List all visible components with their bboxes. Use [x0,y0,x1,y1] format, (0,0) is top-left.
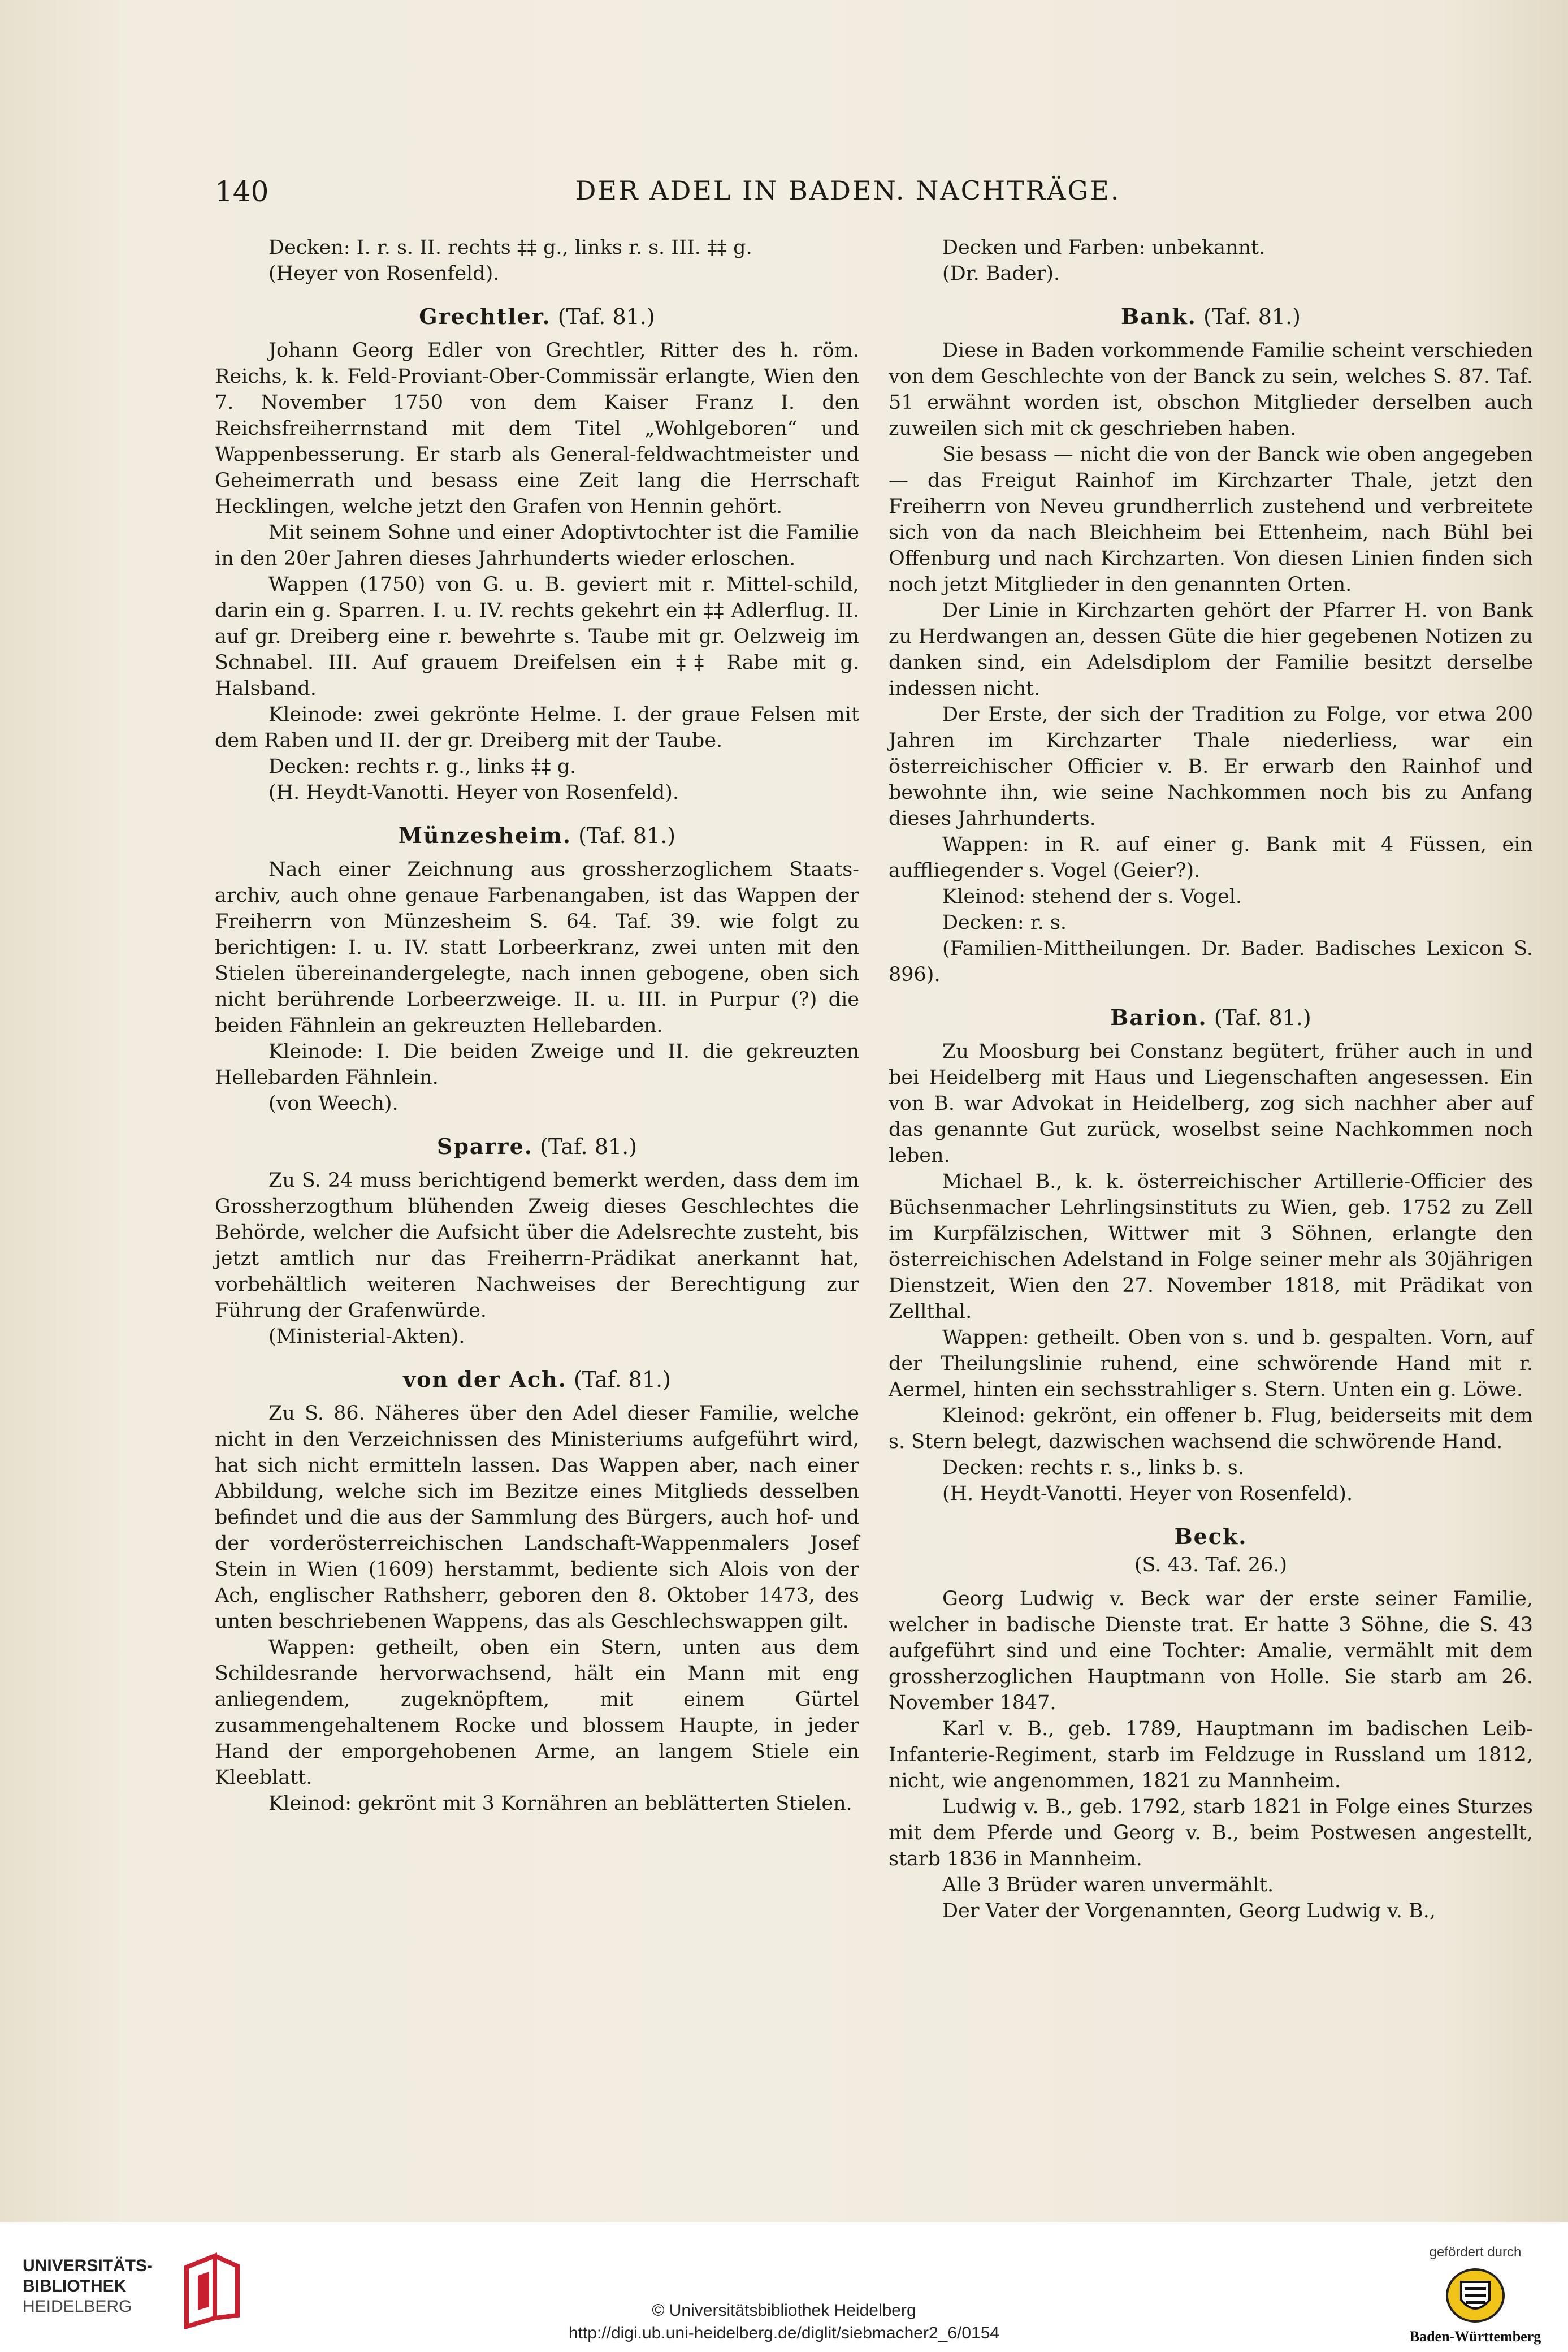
paragraph: Decken und Farben: unbekannt. [942,236,1266,259]
entry-heading-sparre [215,1134,859,1160]
paragraph: Johann Georg Edler von Grechtler, Ritter des h. röm. Reichs, k. k. Feld-Proviant-Ober-Commissär erlangte, Wien den 7. November 1750 von dem Kaiser Franz I. den Reichsfreiherrnstand mit dem Titel „Wohlgeboren“ und Wappenbesserung. Er starb als General-feldwachtmeister und Geheimerrath und besass eine Zeit lang die Herrschaft Hecklingen, welche jetzt den Grafen von Hennin gehört. [215,339,859,518]
source-note: (Dr. Bader). [942,262,1060,285]
entry-name: Münzesheim. [398,823,572,848]
paragraph: Kleinod: gekrönt, ein offener b. Flug, beiderseits mit dem s. Stern belegt, dazwischen wachsend die schwörende Hand. [889,1404,1533,1453]
paragraph: Kleinode: I. Die beiden Zweige und II. die gekreuzten Hellebarden Fähnlein. [215,1040,859,1089]
paragraph: Diese in Baden vorkommende Familie scheint verschieden von dem Geschlechte von der Banck zu sein, welches S. 87. Taf. 51 erwähnt worden ist, obschon Mitglieder derselben auch zuweilen sich mit ck geschrieben haben. [889,339,1533,440]
plate-reference: (Taf. 81.) [578,823,676,848]
paragraph: Der Erste, der sich der Tradition zu Folge, vor etwa 200 Jahren im Kirchzarter Thale niederliess, war ein österreichischer Officier v. B. Er erwarb den Rainhof und bewohnte ihn, wie seine Nachkommen noch bis zu Anfang dieses Jahrhunderts. [889,703,1533,830]
paragraph: Zu Moosburg bei Constanz begütert, früher auch in und bei Heidelberg mit Haus und Liegenschaften angesessen. Ein von B. war Advokat in Heidelberg, zog sich nachher aber auf das genannte Gut zurück, woselbst seine Nachkommen noch leben. [889,1040,1533,1167]
paragraph: Kleinod: gekrönt mit 3 Kornähren an beblätterten Stielen. [268,1792,852,1815]
paragraph: Wappen: getheilt, oben ein Stern, unten aus dem Schildesrande hervorwachsend, hält ein Mann mit eng anliegendem, zugeknöpftem, mit einem Gürtel zusammengehaltenem Rocke und blossem Haupte, in jeder Hand der emporgehobenen Arme, an langem Stiele ein Kleeblatt. [215,1636,859,1789]
plate-reference: (Taf. 81.) [573,1367,671,1392]
paragraph: Decken: I. r. s. II. rechts ‡‡ g., links r. s. III. ‡‡ g. [268,236,752,259]
plate-reference: (Taf. 81.) [1214,1005,1311,1030]
library-name-line: BIBLIOTHEK [23,2277,127,2295]
sponsor-name: Baden-Württemberg [1409,2328,1541,2345]
paragraph: Zu S. 86. Näheres über den Adel dieser Familie, welche nicht in den Verzeichnissen des Ministeriums aufgeführt wird, hat sich nicht ermitteln lassen. Das Wappen aber, nach einer Abbildung, welche sich im Bezitze eines Mitglieds desselben befindet und die aus der Sammlung des Bürgers, auch hof- und der vorderösterreichischen Landschaft-Wappenmalers Josef Stein in Wien (1609) herstammt, bediente sich Alois von der Ach, englischer Rathsherr, geboren den 8. Oktober 1473, des unten beschriebenen Wappens, das als Geschlechswappen gilt. [215,1402,859,1633]
paragraph: Kleinode: zwei gekrönte Helme. I. der graue Felsen mit dem Raben und II. der gr. Dreiberg mit der Taube. [215,703,859,752]
source-note: (H. Heydt-Vanotti. Heyer von Rosenfeld). [268,781,679,804]
plate-reference: (Taf. 81.) [557,304,655,329]
paragraph: Karl v. B., geb. 1789, Hauptmann im badischen Leib-Infanterie-Regiment, starb im Feldzuge in Russland um 1812, nicht, wie angenommen, 1821 zu Mannheim. [889,1718,1533,1792]
library-name-line: UNIVERSITÄTS- [23,2256,153,2275]
source-note: (Familien-Mittheilungen. Dr. Bader. Badisches Lexicon S. 896). [889,937,1533,986]
paragraph: Wappen (1750) von G. u. B. geviert mit r. Mittel-schild, darin ein g. Sparren. I. u. IV. rechts gekehrt ein ‡‡ Adlerflug. II. auf gr. Dreiberg eine r. bewehrte s. Taube mit gr. Oelzweig im Schnabel. III. Auf grauem Dreifelsen ein ‡‡ Rabe mit g. Halsband. [215,573,859,700]
paragraph: Decken: rechts r. g., links ‡‡ g. [268,755,577,778]
paragraph: Decken: rechts r. s., links b. s. [942,1456,1244,1479]
entry-name: Grechtler. [419,304,551,329]
source-note: (Heyer von Rosenfeld). [268,262,500,285]
paragraph: Zu S. 24 muss berichtigend bemerkt werden, dass dem im Grossherzogthum blühenden Zweig dieses Geschlechtes die Behörde, welcher die Aufsicht über die Adelsrechte zusteht, bis jetzt amtlich nur das Freiherrn-Prädikat anerkannt hat, vorbehältlich weiteren Nachweises der Berechtigung zur Führung der Grafenwürde. [215,1169,859,1322]
entry-name: Bank. [1120,304,1197,329]
plate-reference: (Taf. 81.) [1203,304,1301,329]
paragraph: Wappen: getheilt. Oben von s. und b. gespalten. Vorn, auf der Theilungslinie ruhend, eine schwörende Hand mit r. Aermel, hinten ein sechsstrahliger s. Stern. Unten ein g. Löwe. [889,1326,1533,1401]
entry-name: Barion. [1110,1005,1207,1030]
entry-heading-bank [889,304,1533,330]
running-head [215,175,1481,220]
left-column [215,235,859,1817]
source-url-link[interactable]: http://digi.ub.uni-heidelberg.de/diglit/siebmacher2_6/0154 [568,2324,1000,2342]
sponsor-block[interactable] [1396,2245,1554,2346]
right-column [889,235,1533,1924]
copyright-notice: © Universitätsbibliothek Heidelberg [652,2301,916,2320]
paragraph: Mit seinem Sohne und einer Adoptivtochter ist die Familie in den 20er Jahren dieses Jahrhunderts wieder erloschen. [215,521,859,570]
paragraph: Sie besass — nicht die von der Banck wie oben angegeben — das Freigut Rainhof im Kirchzarter Thale, jetzt den Freiherrn von Neveu grundherrlich zustehend und verbreitete sich von da nach Bleichheim bei Ettenheim, nach Bühl bei Offenburg und nach Kirchzarten. Von diesen Linien finden sich noch jetzt Mitglieder in den genannten Orten. [889,443,1533,596]
entry-name: von der Ach. [403,1367,567,1392]
entry-heading-barion [889,1005,1533,1031]
source-note: (H. Heydt-Vanotti. Heyer von Rosenfeld). [942,1482,1353,1505]
source-note: (von Weech). [268,1092,399,1115]
paragraph: Decken: r. s. [942,911,1067,934]
paragraph: Kleinod: stehend der s. Vogel. [942,885,1242,908]
plate-reference: (Taf. 81.) [540,1134,638,1159]
entry-heading-muenzesheim [215,823,859,849]
paragraph: Alle 3 Brüder waren unvermählt. [942,1874,1274,1896]
entry-heading-von-der-ach [215,1367,859,1393]
paragraph: Michael B., k. k. österreichischer Artillerie-Officier des Büchsenmacher Lehrlingsinstituts zu Wien, geb. 1752 zu Zell im Kurpfälzischen, Wittwer mit 3 Söhnen, erlangte den österreichischen Adelstand in Folge seiner mehr als 30jährigen Dienstzeit, Wien den 27. November 1818, mit Prädikat von Zellthal. [889,1170,1533,1323]
paragraph: Wappen: in R. auf einer g. Bank mit 4 Füssen, ein auffliegender s. Vogel (Geier?). [889,833,1533,882]
entry-name: Beck. [1174,1524,1248,1549]
sponsor-label: gefördert durch [1429,2245,1522,2260]
paragraph: Ludwig v. B., geb. 1792, starb 1821 in Folge eines Sturzes mit dem Pferde und Georg v. B., beim Postwesen angestellt, starb 1836 in Mannheim. [889,1796,1533,1870]
entry-name: Sparre. [436,1134,533,1159]
baden-wuerttemberg-coat-of-arms-icon [1444,2266,1506,2325]
paragraph: Der Linie in Kirchzarten gehört der Pfarrer H. von Bank zu Herdwangen an, dessen Güte die hier gegebenen Notizen zu danken sind, ein Adelsdiplom der Familie besitzt derselbe indessen nicht. [889,599,1533,700]
entry-heading-grechtler [215,304,859,330]
paragraph: Nach einer Zeichnung aus grossherzoglichem Staats-archiv, auch ohne genaue Farbenangaben, ist das Wappen der Freiherrn von Münzesheim S. 64. Taf. 39. wie folgt zu berichtigen: I. u. IV. statt Lorbeerkranz, zwei unten mit den Stielen übereinandergelegte, nach innen gebogene, oben sich nicht berührende Lorbeerzweige. II. u. III. in Purpur (?) die beiden Fähnlein an gekreuzten Hellebarden. [215,858,859,1037]
page-number: 140 [215,175,269,208]
paragraph: Der Vater der Vorgenannten, Georg Ludwig v. B., [942,1900,1436,1922]
footer-bar [0,2222,1568,2352]
plate-reference: (S. 43. Taf. 26.) [1134,1554,1288,1576]
source-note: (Ministerial-Akten). [268,1325,465,1348]
library-name-line: HEIDELBERG [23,2297,132,2316]
paragraph: Georg Ludwig v. Beck war der erste seiner Familie, welcher in badische Dienste trat. Er hatte 3 Söhne, die S. 43 aufgeführt sind und eine Tochter: Amalie, vermählt mit dem grossherzoglichen Hauptmann von Holle. Sie starb am 26. November 1847. [889,1588,1533,1714]
entry-heading-beck [889,1524,1533,1550]
running-title: DER ADEL IN BADEN. NACHTRÄGE. [575,175,1121,206]
